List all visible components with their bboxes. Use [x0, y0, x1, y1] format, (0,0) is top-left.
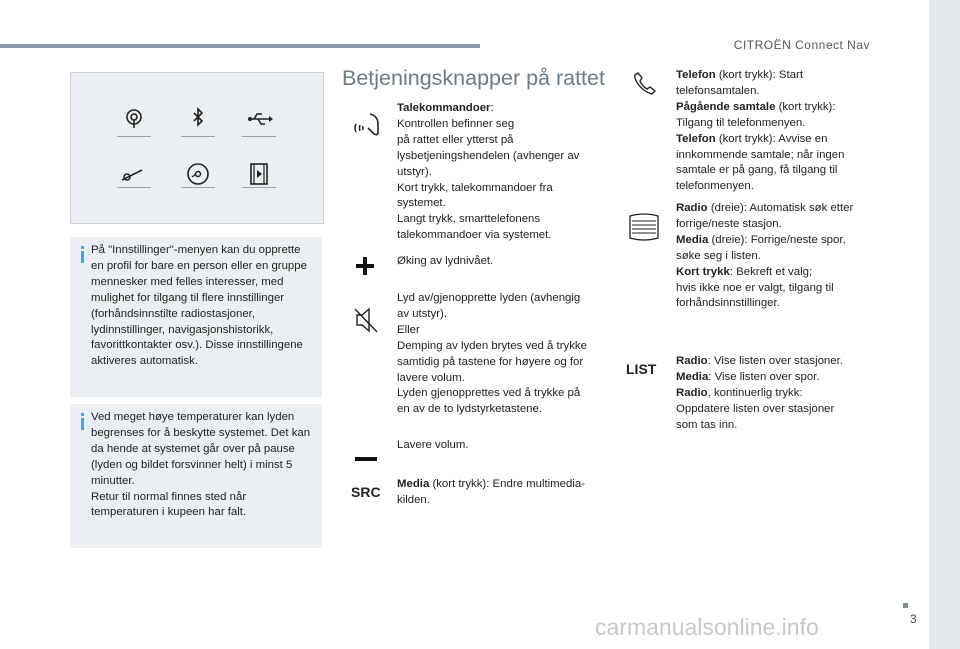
section-title: Betjeningsknapper på rattet [342, 66, 605, 90]
info-box-temperature [70, 404, 322, 548]
podcast-icon [116, 103, 152, 139]
info-icon [81, 246, 84, 249]
info-text: På "Innstillinger"-menyen kan du opprette en profil for bare en person eller en gruppe mennesker med felles interesser, med mulighet for tilgang til flere innstillinger (forhåndsinnstilte radiostasjoner, lydinnstillinger, navigasjonshistorikk, favorittkontakter osv.). Disse innstillingene aktiveres automatisk. [91, 244, 307, 368]
divider [117, 187, 151, 188]
wheel-bold-2: Media [676, 233, 709, 246]
video-icon [241, 158, 277, 194]
colon: : [490, 102, 494, 114]
info-icon-bar [81, 251, 84, 263]
mute-icon [353, 305, 379, 340]
header-title: CITROËN Connect Nav [733, 38, 870, 52]
info-icon [81, 413, 84, 416]
header-rule [0, 44, 480, 48]
list-description [676, 354, 858, 434]
voice-command-icon [350, 110, 384, 149]
volume-down-icon [355, 450, 377, 468]
aux-cable-icon [116, 158, 152, 194]
mute-description: Lyd av/gjenopprette lyden (avhengig av utstyr). Eller Demping av lyden brytes ved å trykke samtidig på tastene for høyere og for lavere volum. Lyden gjenopprettes ved å trykke på en av de to lydstyrketastene. [397, 292, 587, 416]
divider [242, 187, 276, 188]
src-text: (kort trykk): Endre multimedia-kilden. [397, 478, 585, 506]
page-marker [903, 603, 908, 608]
voice-command-title: Talekommandoer [397, 102, 491, 114]
wheel-bold-1: Radio [676, 202, 708, 214]
voice-command-text: Kontrollen befinner seg på rattet eller ytterst på lysbetjeningshendelen (avhenger av utstyr). Kort trykk, talekommandoer fra systemet. Langt trykk, smarttelefonens talekommandoer via systemet. [397, 117, 580, 242]
voice-command-description [397, 101, 595, 244]
divider [117, 136, 151, 137]
thumbwheel-description [676, 201, 858, 312]
list-bold-3: Radio [676, 386, 708, 399]
usb-icon [241, 103, 277, 139]
volume-up-icon [355, 256, 375, 281]
wheel-bold-3: Kort trykk [676, 265, 730, 278]
phone-text-3: (kort trykk): Avvise en innkommende samtale; når ingen samtale er på gang, få tilgang til telefonmenyen. [676, 132, 845, 193]
source-icons-panel [70, 72, 324, 224]
volume-up-description: Øking av lydnivået. [397, 255, 494, 267]
list-bold-1: Radio [676, 355, 708, 367]
phone-text-1: (kort trykk): Start telefonsamtalen. [676, 69, 803, 97]
phone-bold-1: Telefon [676, 69, 716, 81]
phone-bold-2: Pågående samtale [676, 100, 776, 113]
wheel-text-1: (dreie): Automatisk søk etter forrige/neste stasjon. [676, 202, 854, 230]
bluetooth-icon [180, 103, 216, 139]
phone-icon [630, 70, 658, 103]
cd-icon [180, 158, 216, 194]
info-icon-bar [81, 418, 84, 430]
list-button-label: LIST [626, 361, 657, 377]
thumbwheel-icon [627, 213, 661, 246]
src-description [397, 477, 595, 509]
watermark: carmanualsonline.info [595, 614, 819, 640]
phone-description [676, 68, 858, 195]
wheel-text-3: : Bekreft et valg; hvis ikke noe er valgt, tilgang til forhåndsinnstillinger. [676, 265, 834, 310]
phone-bold-3: Telefon [676, 132, 716, 145]
list-text-2: : Vise listen over spor. [708, 370, 820, 383]
info-text: Ved meget høye temperaturer kan lyden begrenses for å beskytte systemet. Det kan da hende at systemet går over på pause (lyden og bildet forsvinner helt) i minst 5 minutter. Retur til normal finnes sted når temperaturen i kupeen har falt. [91, 411, 311, 519]
divider [181, 136, 215, 137]
volume-down-description: Lavere volum. [397, 439, 469, 451]
list-bold-2: Media [676, 370, 709, 383]
page-number: 3 [910, 612, 917, 626]
info-box-profiles [70, 237, 322, 397]
list-text-3: , kontinuerlig trykk: Oppdatere listen over stasjoner som tas inn. [676, 386, 835, 431]
src-bold: Media [397, 478, 430, 490]
src-button-label: SRC [351, 484, 381, 500]
phone-text-2: (kort trykk): Tilgang til telefonmenyen. [676, 100, 836, 129]
divider [242, 136, 276, 137]
divider [181, 187, 215, 188]
list-text-1: : Vise listen over stasjoner. [707, 355, 843, 367]
page-edge-strip [929, 0, 960, 649]
wheel-text-2: (dreie): Forrige/neste spor, søke seg i listen. [676, 233, 846, 262]
